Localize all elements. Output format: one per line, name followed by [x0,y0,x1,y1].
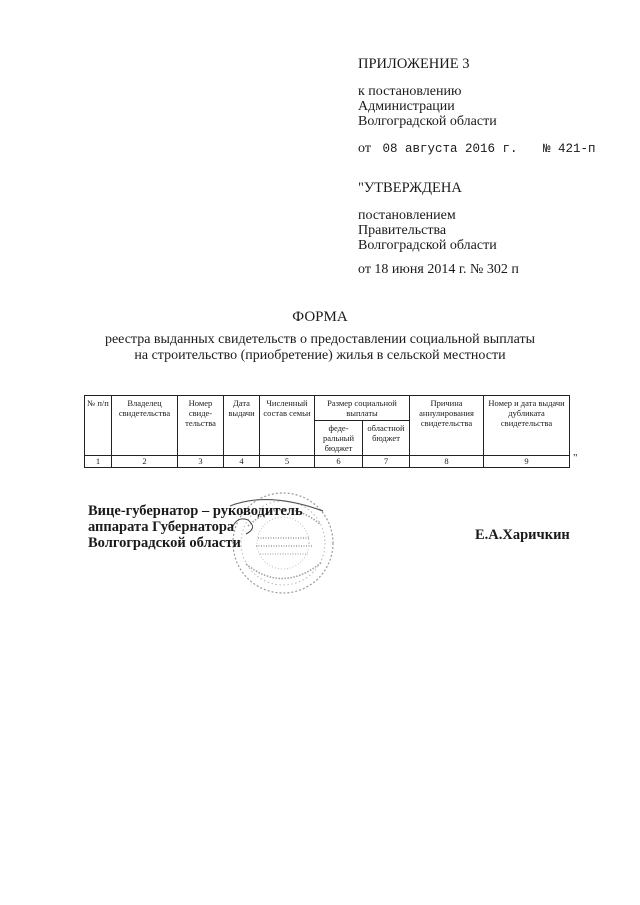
col-number-1: 1 [85,456,112,468]
table-number-row [85,456,570,468]
col-regional-header: областной бюджет [363,421,410,456]
col-payment-header: Размер социальной выплаты [315,396,410,421]
signatory-title-2: аппарата Губернатора [88,519,235,535]
closing-quote: " [573,452,578,464]
col-number-4: 4 [224,456,260,468]
form-subtitle-1: реестра выданных свидетельств о предоставлении социальной выплаты [104,332,536,347]
col-federal-header: феде- ральный бюджет [315,421,363,456]
region-text: Волгоградской области [358,114,497,129]
approved-line-3: Волгоградской области [358,238,497,253]
resolution-date: 08 августа 2016 г. [382,142,518,156]
col-date-header: Дата выдачи [224,396,260,456]
administration-text: Администрации [358,99,455,114]
col-reason-header: Причина аннулирования свидетельства [410,396,484,456]
col-number-5: 5 [260,456,315,468]
col-family-header: Численный состав семьи [260,396,315,456]
col-duplicate-header: Номер и дата выдачи дубликата свидетельства [484,396,570,456]
form-subtitle-2: на строительство (приобретение) жилья в сельской местности [134,348,506,363]
col-no-header: № п/п [85,396,112,456]
resolution-number: № 421-п [542,142,596,156]
approved-line-2: Правительства [358,223,447,238]
signatory-title-3: Волгоградской области [88,535,241,551]
resolution-date-line [358,141,595,157]
signatory-name: Е.А.Харичкин [475,527,570,543]
approved-line-1: постановлением [358,208,456,223]
col-owner-header: Владелец свидетельства [112,396,178,456]
table-header-row [85,396,570,421]
appendix-label: ПРИЛОЖЕНИЕ 3 [358,56,470,72]
col-number-3: 3 [178,456,224,468]
col-number-6: 6 [315,456,363,468]
to-resolution-text: к постановлению [358,84,462,99]
approved-label: "УТВЕРЖДЕНА [358,180,462,196]
approved-date: от 18 июня 2014 г. № 302 п [358,262,519,277]
form-title: ФОРМА [292,309,348,325]
col-number-header: Номер свиде- тельства [178,396,224,456]
col-number-8: 8 [410,456,484,468]
signatory-title-1: Вице-губернатор – руководитель [88,503,303,519]
date-prefix: от [358,141,371,156]
col-number-2: 2 [112,456,178,468]
col-number-7: 7 [363,456,410,468]
col-number-9: 9 [484,456,570,468]
register-table [84,395,570,468]
